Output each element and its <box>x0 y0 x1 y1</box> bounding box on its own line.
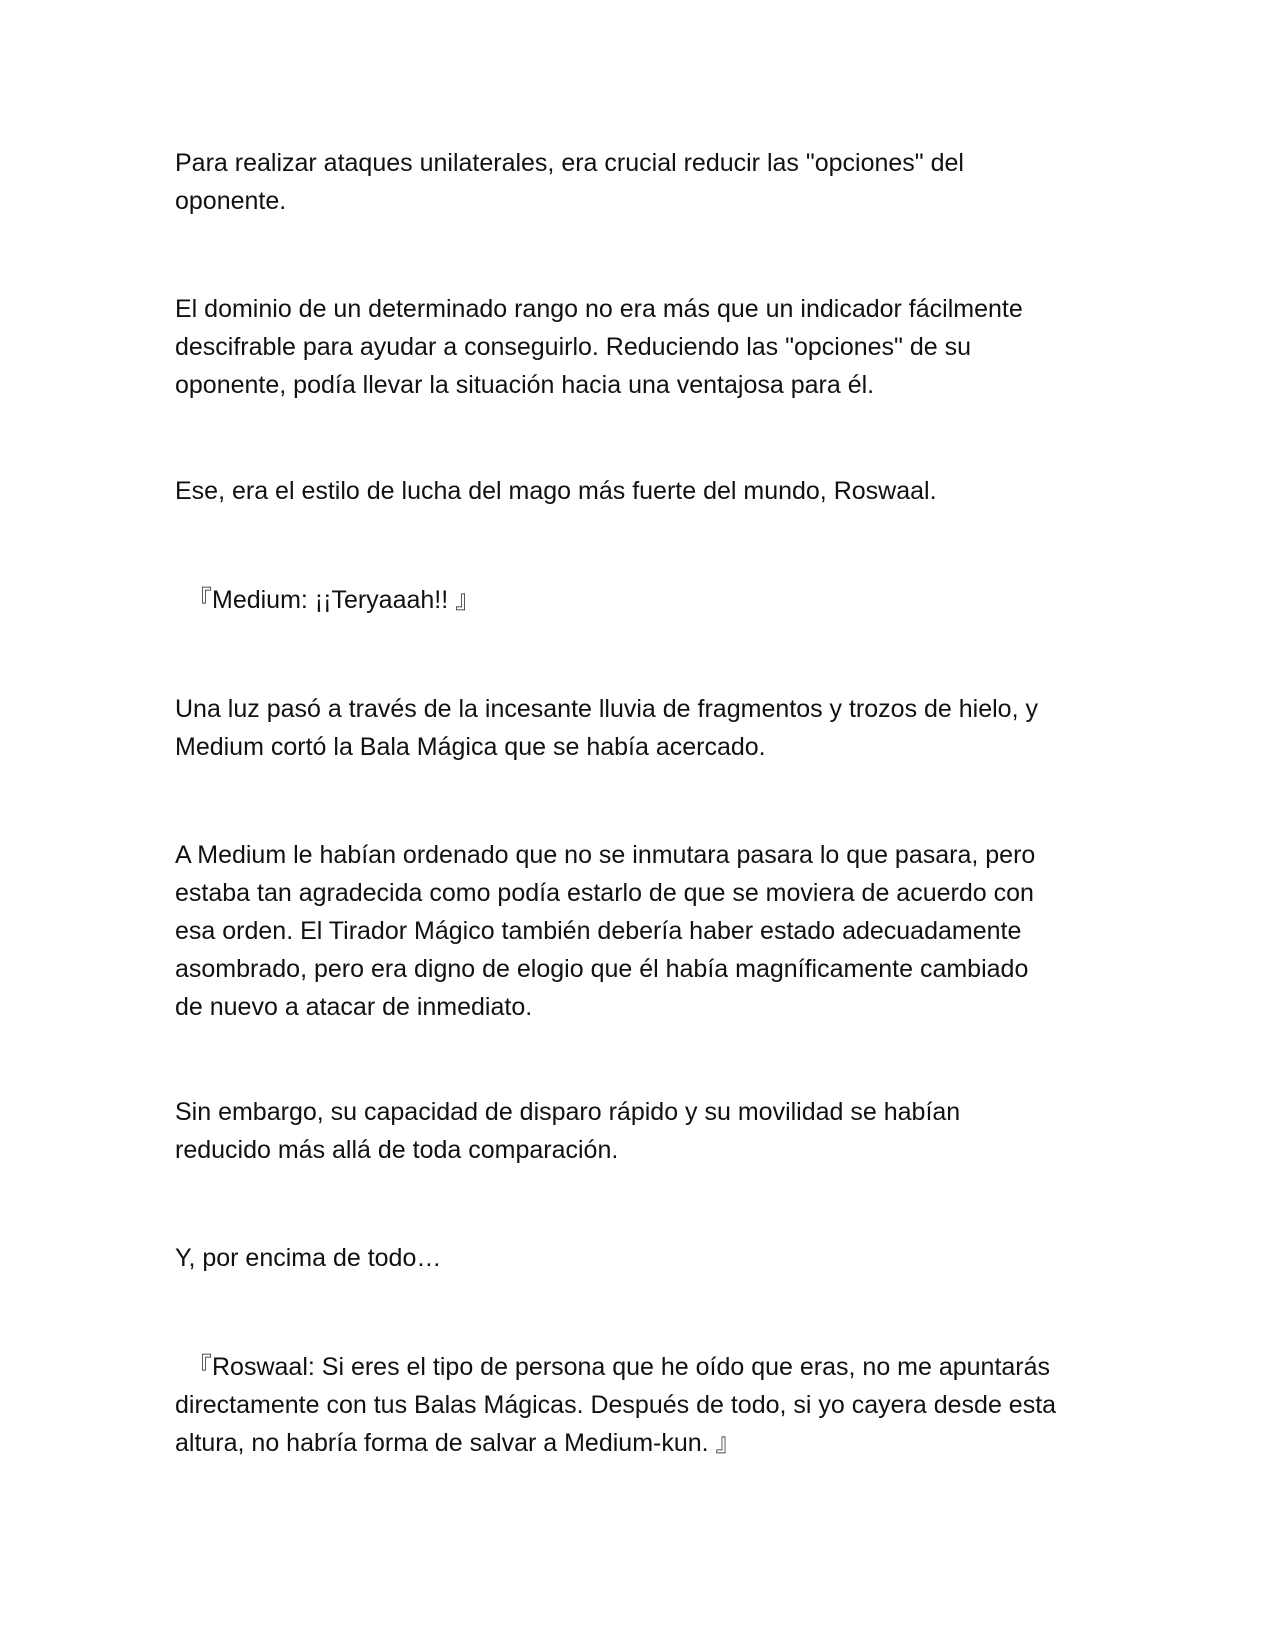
text-line: reducido más allá de toda comparación. <box>175 1136 619 1164</box>
dialogue-roswaal <box>175 1348 1127 1462</box>
text-line: asombrado, pero era digno de elogio que él había magníficamente cambiado <box>175 955 1029 983</box>
paragraph-6 <box>175 836 1115 1026</box>
paragraph-7 <box>175 1093 1115 1169</box>
text-line: Medium cortó la Bala Mágica que se había acercado. <box>175 733 766 761</box>
text-line: A Medium le habían ordenado que no se inmutara pasara lo que pasara, pero <box>175 841 1036 869</box>
paragraph-2 <box>175 290 1115 404</box>
text-line: 『Roswaal: Si eres el tipo de persona que he oído que eras, no me apuntarás <box>187 1353 1051 1381</box>
text-line: altura, no habría forma de salvar a Medium-kun. 』 <box>175 1429 741 1457</box>
text-line: oponente, podía llevar la situación hacia una ventajosa para él. <box>175 371 875 399</box>
dialogue-medium <box>175 581 1127 619</box>
paragraph-5 <box>175 690 1115 766</box>
text-line: esa orden. El Tirador Mágico también debería haber estado adecuadamente <box>175 917 1022 945</box>
paragraph-3 <box>175 472 1115 510</box>
text-line: de nuevo a atacar de inmediato. <box>175 993 533 1021</box>
text-line: Para realizar ataques unilaterales, era crucial reducir las "opciones" del <box>175 149 964 177</box>
text-line: Ese, era el estilo de lucha del mago más fuerte del mundo, Roswaal. <box>175 477 937 505</box>
text-line: oponente. <box>175 187 287 215</box>
text-line: 『Medium: ¡¡Teryaaah!! 』 <box>187 586 481 614</box>
text-line: Y, por encima de todo… <box>175 1244 442 1272</box>
text-line: Una luz pasó a través de la incesante lluvia de fragmentos y trozos de hielo, y <box>175 695 1038 723</box>
text-line: El dominio de un determinado rango no era más que un indicador fácilmente <box>175 295 1023 323</box>
text-line: estaba tan agradecida como podía estarlo de que se moviera de acuerdo con <box>175 879 1034 907</box>
paragraph-8 <box>175 1239 1115 1277</box>
paragraph-1 <box>175 144 1115 220</box>
text-line: directamente con tus Balas Mágicas. Después de todo, si yo cayera desde esta <box>175 1391 1057 1419</box>
text-line: Sin embargo, su capacidad de disparo rápido y su movilidad se habían <box>175 1098 961 1126</box>
text-line: descifrable para ayudar a conseguirlo. Reduciendo las "opciones" de su <box>175 333 972 361</box>
